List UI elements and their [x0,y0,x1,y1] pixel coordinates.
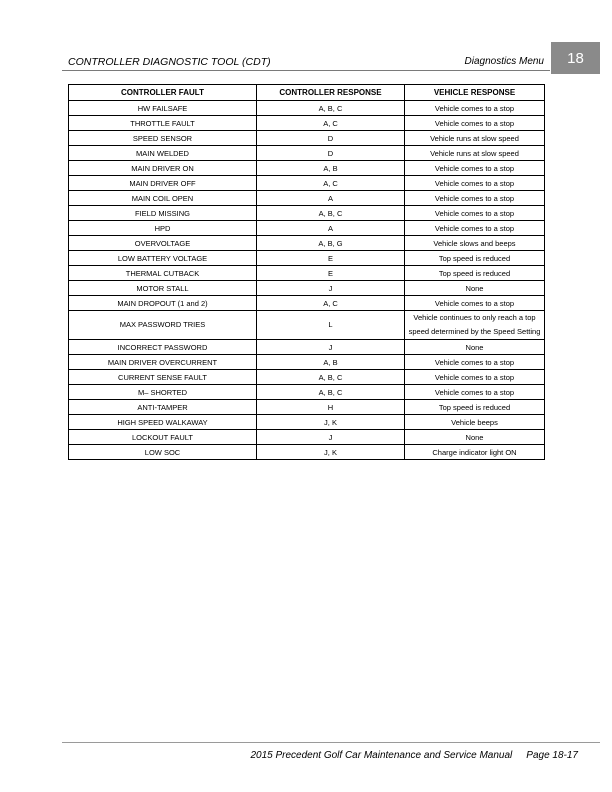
vehicle-response-cell: Vehicle runs at slow speed [405,131,545,146]
controller-response-cell: A, B, G [257,236,405,251]
controller-response-cell: A, B, C [257,101,405,116]
controller-response-cell: D [257,146,405,161]
fault-cell: LOW BATTERY VOLTAGE [69,251,257,266]
controller-response-cell: A [257,191,405,206]
controller-response-cell: A, B [257,355,405,370]
vehicle-response-cell: Top speed is reduced [405,266,545,281]
vehicle-response-cell: Vehicle comes to a stop [405,176,545,191]
fault-cell: M– SHORTED [69,385,257,400]
header-divider [62,70,550,71]
controller-response-cell: A, B [257,161,405,176]
controller-response-cell: A [257,221,405,236]
controller-response-cell: E [257,266,405,281]
fault-cell: SPEED SENSOR [69,131,257,146]
controller-response-cell: A, C [257,116,405,131]
fault-cell: MAIN DRIVER OFF [69,176,257,191]
vehicle-response-cell: Vehicle runs at slow speed [405,146,545,161]
fault-cell: LOW SOC [69,445,257,460]
menu-title: Diagnostics Menu [464,56,544,67]
vehicle-response-cell: Vehicle comes to a stop [405,355,545,370]
vehicle-response-cell: Vehicle comes to a stop [405,221,545,236]
fault-cell: MAIN COIL OPEN [69,191,257,206]
fault-cell: MAIN DRIVER ON [69,161,257,176]
controller-response-cell: L [257,311,405,340]
table-row [69,116,545,131]
vehicle-response-line: Vehicle continues to only reach a top [413,313,536,322]
vehicle-response-cell: Vehicle comes to a stop [405,191,545,206]
fault-cell: OVERVOLTAGE [69,236,257,251]
vehicle-response-cell: Vehicle comes to a stop [405,101,545,116]
footer-divider [62,742,600,743]
fault-cell: CURRENT SENSE FAULT [69,370,257,385]
vehicle-response-cell: Vehicle comes to a stop [405,370,545,385]
vehicle-response-cell: None [405,340,545,355]
table-row [69,281,545,296]
page-number: Page 18-17 [526,750,578,761]
fault-cell: THERMAL CUTBACK [69,266,257,281]
table-row [69,146,545,161]
table-row [69,445,545,460]
controller-response-cell: J [257,430,405,445]
chapter-number: 18 [567,49,584,67]
table-row [69,296,545,311]
controller-response-cell: J, K [257,415,405,430]
controller-response-cell: D [257,131,405,146]
column-header-vehicle-response: VEHICLE RESPONSE [405,85,545,101]
vehicle-response-cell: Vehicle slows and beeps [405,236,545,251]
vehicle-response-cell: None [405,281,545,296]
vehicle-response-cell [405,311,545,340]
table-row [69,355,545,370]
table-row [69,131,545,146]
table-row [69,251,545,266]
table-row [69,176,545,191]
controller-response-cell: A, C [257,296,405,311]
table-row [69,206,545,221]
vehicle-response-cell: Vehicle comes to a stop [405,385,545,400]
controller-response-cell: A, B, C [257,206,405,221]
table-row [69,340,545,355]
fault-cell: HPD [69,221,257,236]
vehicle-response-cell: Vehicle comes to a stop [405,161,545,176]
table-row [69,221,545,236]
controller-response-cell: J [257,281,405,296]
column-header-controller-fault: CONTROLLER FAULT [69,85,257,101]
table-header-row [69,85,545,101]
vehicle-response-cell: Top speed is reduced [405,251,545,266]
controller-response-cell: A, B, C [257,385,405,400]
table-row [69,101,545,116]
controller-response-cell: J, K [257,445,405,460]
table-row [69,370,545,385]
fault-cell: INCORRECT PASSWORD [69,340,257,355]
chapter-tab [551,42,600,74]
table-row [69,430,545,445]
table-row [69,311,545,340]
table-row [69,385,545,400]
fault-cell: MOTOR STALL [69,281,257,296]
vehicle-response-line: speed determined by the Speed Setting [408,327,541,336]
fault-cell: LOCKOUT FAULT [69,430,257,445]
controller-response-cell: E [257,251,405,266]
table-row [69,415,545,430]
fault-cell: HIGH SPEED WALKAWAY [69,415,257,430]
table-row [69,236,545,251]
controller-response-cell: J [257,340,405,355]
column-header-controller-response: CONTROLLER RESPONSE [257,85,405,101]
vehicle-response-cell: Vehicle comes to a stop [405,206,545,221]
fault-cell: MAX PASSWORD TRIES [69,311,257,340]
footer [250,750,578,761]
vehicle-response-cell: Vehicle beeps [405,415,545,430]
table-row [69,266,545,281]
controller-response-cell: A, C [257,176,405,191]
vehicle-response-cell: Charge indicator light ON [405,445,545,460]
controller-response-cell: A, B, C [257,370,405,385]
fault-cell: MAIN DRIVER OVERCURRENT [69,355,257,370]
fault-cell: FIELD MISSING [69,206,257,221]
table-row [69,161,545,176]
fault-cell: THROTTLE FAULT [69,116,257,131]
vehicle-response-cell: Vehicle comes to a stop [405,296,545,311]
vehicle-response-cell: Vehicle comes to a stop [405,116,545,131]
table-row [69,191,545,206]
fault-cell: MAIN DROPOUT (1 and 2) [69,296,257,311]
vehicle-response-cell: Top speed is reduced [405,400,545,415]
section-title: CONTROLLER DIAGNOSTIC TOOL (CDT) [68,56,271,68]
controller-response-cell: H [257,400,405,415]
table-row [69,400,545,415]
fault-cell: HW FAILSAFE [69,101,257,116]
vehicle-response-cell: None [405,430,545,445]
fault-cell: ANTI-TAMPER [69,400,257,415]
fault-table [68,84,545,460]
fault-cell: MAIN WELDED [69,146,257,161]
manual-title: 2015 Precedent Golf Car Maintenance and Service Manual [250,750,513,761]
